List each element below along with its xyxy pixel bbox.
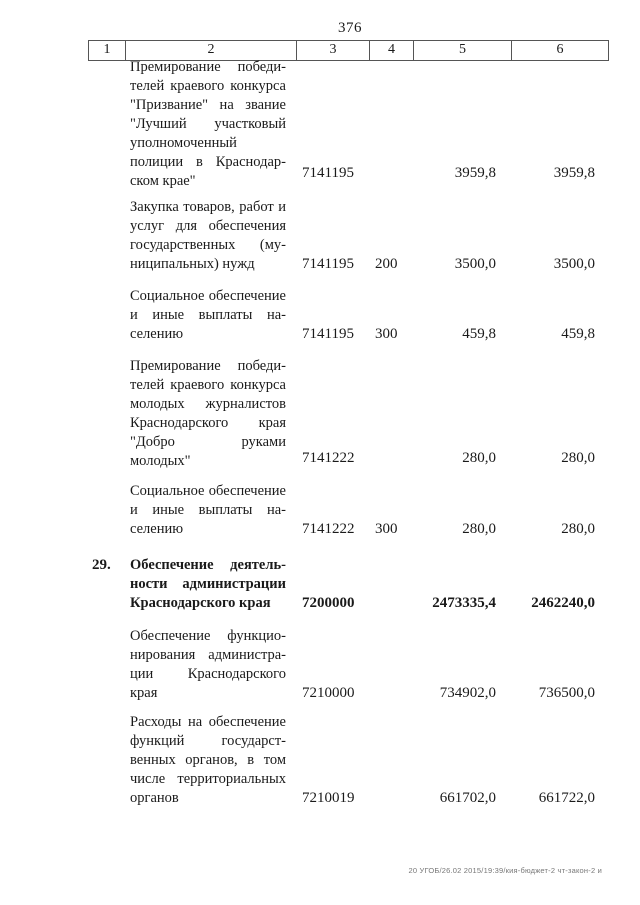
row-code: 7210000 [302, 685, 355, 701]
row-value-col6: 459,8 [561, 326, 595, 342]
row-description: Обеспечение функционирования администрации Краснодарского края [130, 628, 286, 701]
header-col-1: 1 [88, 40, 125, 60]
header-col-2: 2 [125, 40, 296, 60]
row-value-col5: 280,0 [462, 450, 496, 466]
row-subcode: 300 [375, 326, 398, 342]
header-col-4: 4 [369, 40, 413, 60]
row-value-col6: 736500,0 [538, 685, 595, 701]
row-value-col6: 280,0 [561, 521, 595, 537]
row-value-col5: 280,0 [462, 521, 496, 537]
row-code: 7141195 [302, 326, 354, 342]
row-value-col5: 734902,0 [439, 685, 496, 701]
row-code: 7141222 [302, 450, 355, 466]
row-value-col6: 661722,0 [538, 790, 595, 806]
row-value-col6: 280,0 [561, 450, 595, 466]
row-description: Премирование победителей краевого конкурса молодых журналистов Краснодарского края "Добро руками молодых" [130, 358, 286, 469]
row-code: 7141195 [302, 165, 354, 181]
header-col-5: 5 [413, 40, 511, 60]
document-footer-stamp: 20 УГОБ/26.02 2015/19:39/кия-бюджет-2 чт-закон-2 и [408, 866, 602, 875]
row-code: 7210019 [302, 790, 355, 806]
row-value-col5: 661702,0 [439, 790, 496, 806]
row-description: Премирование победителей краевого конкурса "Призвание" на звание "Лучший участковый уполномоченный полиции в Краснодарском крае" [130, 59, 286, 189]
row-number: 29. [92, 557, 111, 573]
row-value-col5: 3959,8 [454, 165, 496, 181]
row-description: Закупка товаров, работ и услуг для обеспечения государственных (муниципальных) нужд [130, 199, 286, 272]
row-value-col5: 3500,0 [454, 256, 496, 272]
row-code: 7141222 [302, 521, 355, 537]
row-value-col5: 459,8 [462, 326, 496, 342]
row-description: Социальное обеспечение и иные выплаты населению [130, 288, 286, 342]
header-col-3: 3 [296, 40, 369, 60]
page-number: 376 [338, 20, 362, 36]
table-header [88, 40, 609, 60]
row-value-col6: 3959,8 [553, 165, 595, 181]
row-description: Обеспечение деятельности администрации Краснодарского края [130, 557, 286, 611]
row-description: Социальное обеспечение и иные выплаты населению [130, 483, 286, 537]
row-value-col6: 2462240,0 [531, 595, 595, 611]
row-code: 7141195 [302, 256, 354, 272]
row-value-col5: 2473335,4 [432, 595, 496, 611]
row-subcode: 200 [375, 256, 398, 272]
row-description: Расходы на обеспечение функций государственных органов, в том числе территориальных органов [130, 714, 286, 806]
row-code: 7200000 [302, 595, 355, 611]
row-subcode: 300 [375, 521, 398, 537]
header-col-6: 6 [511, 40, 609, 60]
row-value-col6: 3500,0 [553, 256, 595, 272]
